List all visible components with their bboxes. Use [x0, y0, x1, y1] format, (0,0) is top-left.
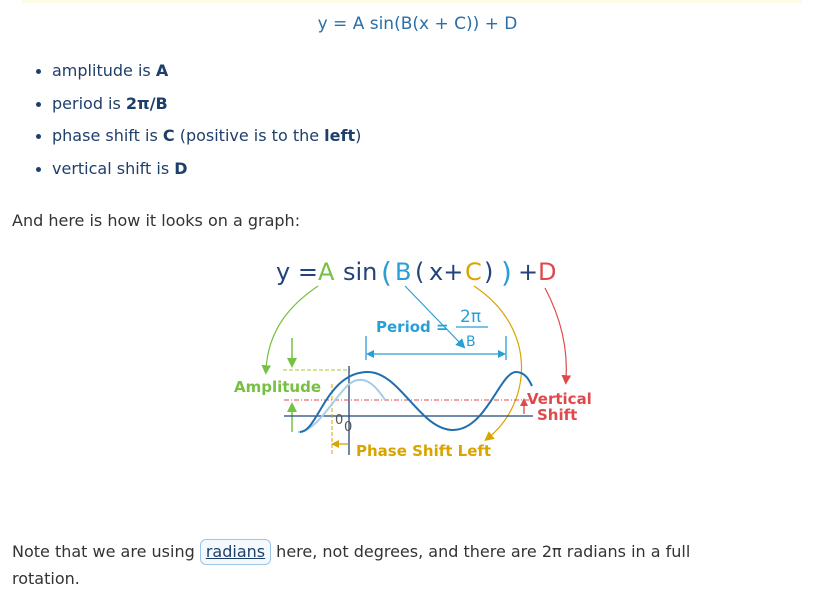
eq-paren-close-inner: ) — [484, 258, 494, 286]
diagram-equation — [276, 256, 556, 289]
eq-paren-open-outer: ( — [381, 256, 392, 289]
note-paragraph — [12, 538, 732, 592]
period-pointer — [405, 286, 462, 345]
vertical-shift-label-1: Vertical — [527, 390, 592, 408]
eq-a: A — [318, 258, 335, 286]
list-text: vertical shift is — [52, 158, 175, 178]
list-text: amplitude is — [52, 61, 156, 80]
amplitude-down-head — [287, 358, 297, 368]
list-text: period is — [52, 93, 126, 113]
eq-plus: + — [518, 258, 539, 286]
eq-b: B — [395, 258, 412, 286]
period-numerator: 2π — [460, 307, 482, 327]
eq-sin: sin — [343, 258, 378, 286]
list-text: phase shift is — [52, 126, 163, 145]
radians-link[interactable]: radians — [200, 539, 271, 565]
phase-shift-label: Phase Shift Left — [356, 442, 492, 460]
eq-paren-close-outer: ) — [501, 256, 512, 289]
period-arrowhead-right — [498, 350, 506, 358]
note-text-after: here, not degrees, and there are 2π radians in a full rotation. — [12, 542, 691, 588]
eq-paren-open-inner: ( — [415, 258, 425, 286]
list-bold: left — [324, 126, 356, 145]
list-bold: C — [162, 126, 175, 145]
list-bold: 2π/B — [125, 93, 168, 113]
period-label: Period = — [376, 318, 449, 336]
vertical-shift-label-2: Shift — [537, 406, 578, 424]
origin-label-1: 0 — [335, 413, 344, 428]
period-denominator: B — [466, 334, 476, 350]
eq-d: D — [538, 258, 557, 286]
amplitude-label: Amplitude — [234, 378, 322, 396]
list-bold: A — [155, 61, 169, 80]
eq-x-plus: x+ — [429, 258, 464, 286]
list-text: (positive is to the — [174, 126, 325, 145]
formula-heading: y = A sin(B(x + C)) + D — [317, 14, 518, 34]
period-arrowhead-left — [366, 350, 374, 358]
list-text: ) — [355, 126, 362, 145]
amplitude-up-head — [287, 402, 297, 412]
note-text-before: Note that we are using — [12, 542, 200, 561]
intro-paragraph: And here is how it looks on a graph: — [12, 211, 301, 230]
eq-c: C — [465, 258, 482, 286]
eq-y: y = — [276, 258, 318, 286]
origin-label-2: 0 — [344, 420, 353, 435]
vertical-pointer — [545, 288, 566, 380]
list-bold: D — [174, 158, 188, 178]
